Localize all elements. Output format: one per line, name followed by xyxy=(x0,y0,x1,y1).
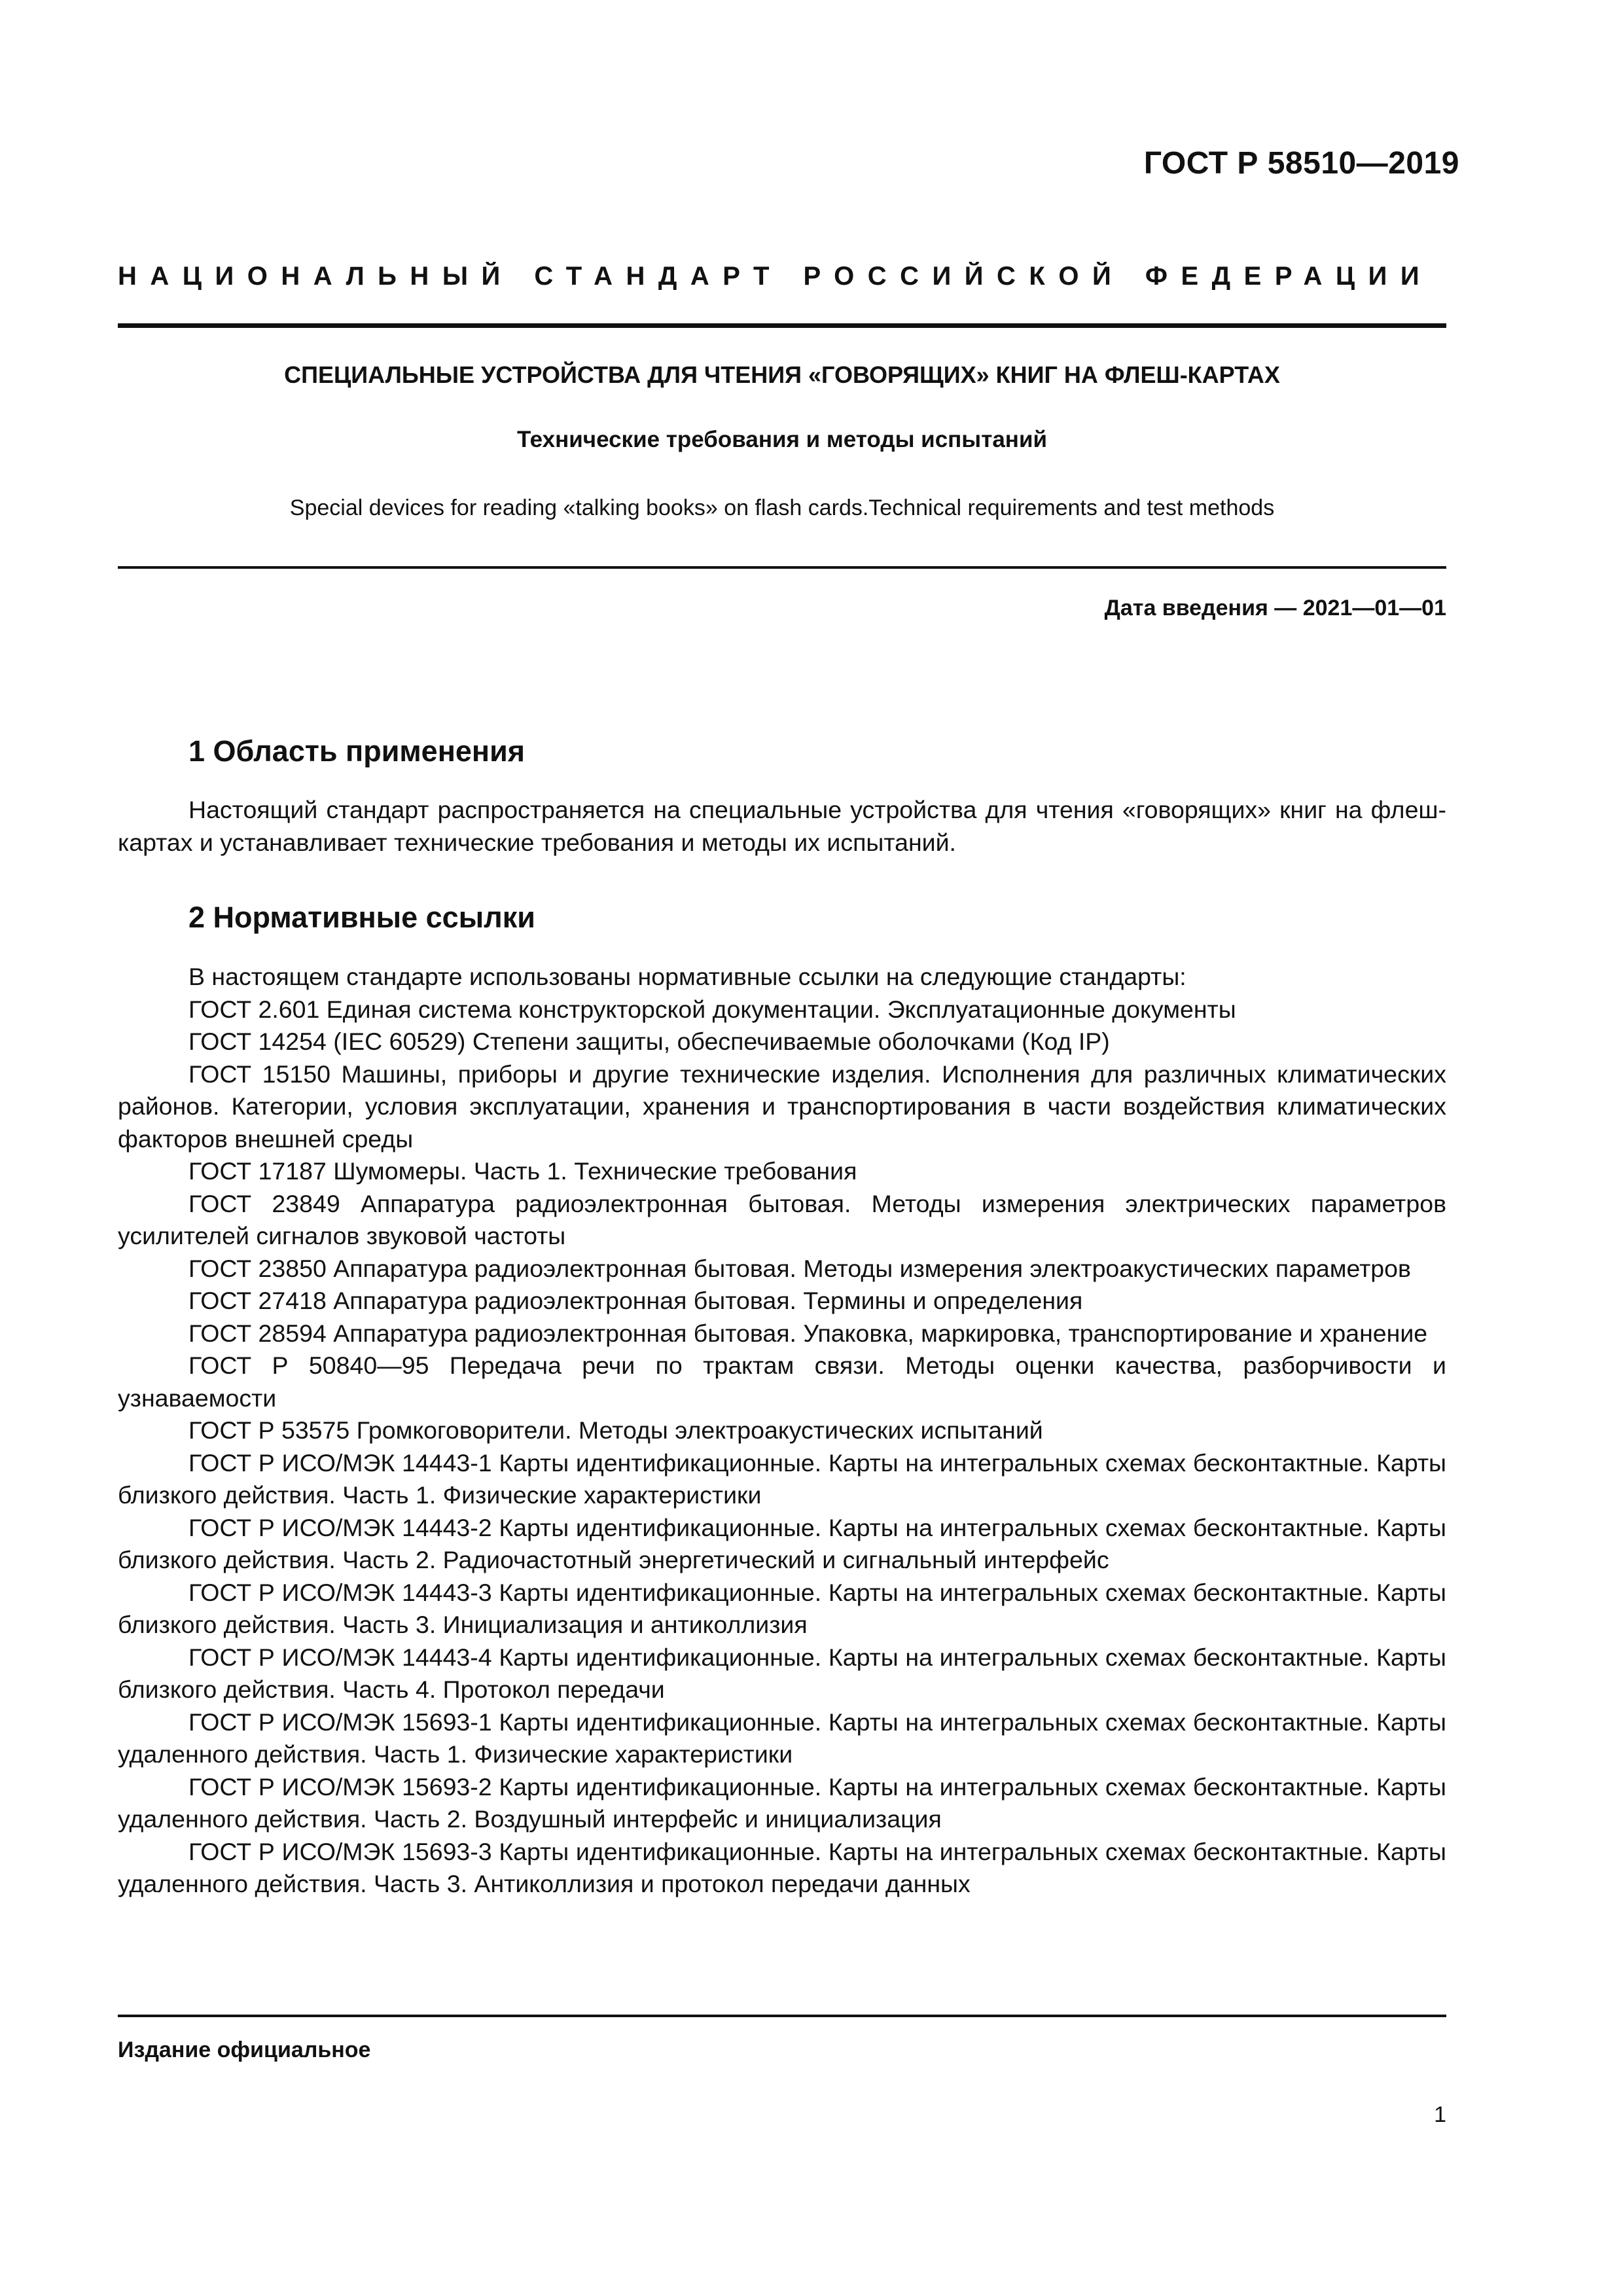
page-number: 1 xyxy=(1434,2102,1446,2127)
document-subtitle: Технические требования и методы испытаний xyxy=(517,427,1047,452)
title-rule xyxy=(118,566,1446,569)
reference-item: ГОСТ Р ИСО/МЭК 15693-1 Карты идентификационные. Карты на интегральных схемах бесконтактные. Карты удаленного действия. Часть 1. Физические характеристики xyxy=(118,1708,1446,1768)
header-rule xyxy=(118,323,1446,328)
section-heading-references: 2 Нормативные ссылки xyxy=(188,901,535,934)
reference-item: ГОСТ Р ИСО/МЭК 14443-4 Карты идентификационные. Карты на интегральных схемах бесконтактные. Карты близкого действия. Часть 4. Протокол передачи xyxy=(118,1643,1446,1703)
normative-references-list xyxy=(118,961,1446,1901)
section-scope-text: Настоящий стандарт распространяется на специальные устройства для чтения «говорящих» книг на флеш-картах и устанавливает технические требования и методы их испытаний. xyxy=(118,796,1446,856)
edition-label: Издание официальное xyxy=(118,2037,371,2062)
introduction-date: Дата введения — 2021—01—01 xyxy=(1104,596,1446,620)
reference-item: ГОСТ Р ИСО/МЭК 15693-2 Карты идентификационные. Карты на интегральных схемах бесконтактные. Карты удаленного действия. Часть 2. Воздушный интерфейс и инициализация xyxy=(118,1772,1446,1833)
reference-item: ГОСТ 14254 (IEC 60529) Степени защиты, обеспечиваемые оболочками (Код IP) xyxy=(188,1028,1110,1055)
reference-item: ГОСТ Р ИСО/МЭК 15693-3 Карты идентификационные. Карты на интегральных схемах бесконтактные. Карты удаленного действия. Часть 3. Антиколлизия и протокол передачи данных xyxy=(118,1837,1446,1897)
document-title-english: Special devices for reading «talking books» on flash cards.Technical requirements and test methods xyxy=(289,495,1275,520)
reference-item: ГОСТ Р ИСО/МЭК 14443-3 Карты идентификационные. Карты на интегральных схемах бесконтактные. Карты близкого действия. Часть 3. Инициализация и антиколлизия xyxy=(118,1578,1446,1638)
reference-item: ГОСТ Р ИСО/МЭК 14443-2 Карты идентификационные. Карты на интегральных схемах бесконтактные. Карты близкого действия. Часть 2. Радиочастотный энергетический и сигнальный интерфейс xyxy=(118,1513,1446,1573)
standard-code: ГОСТ Р 58510—2019 xyxy=(1143,146,1459,181)
national-standard-line: НАЦИОНАЛЬНЫЙ СТАНДАРТ РОССИЙСКОЙ ФЕДЕРАЦИИ xyxy=(118,262,1433,291)
reference-item: ГОСТ Р 50840—95 Передача речи по трактам связи. Методы оценки качества, разборчивости и узнаваемости xyxy=(118,1352,1446,1412)
reference-item: ГОСТ 17187 Шумомеры. Часть 1. Технические требования xyxy=(188,1157,857,1185)
section-heading-scope: 1 Область применения xyxy=(188,734,526,768)
reference-item: ГОСТ 23849 Аппаратура радиоэлектронная бытовая. Методы измерения электрических параметров усилителей сигналов звуковой частоты xyxy=(118,1189,1446,1249)
reference-item: ГОСТ 15150 Машины, приборы и другие технические изделия. Исполнения для различных климатических районов. Категории, условия эксплуатации, хранения и транспортирования в части воздействия климатических факторов внешней среды xyxy=(118,1060,1446,1153)
reference-item: ГОСТ Р 53575 Громкоговорители. Методы электроакустических испытаний xyxy=(188,1416,1043,1444)
reference-item: ГОСТ 27418 Аппаратура радиоэлектронная бытовая. Термины и определения xyxy=(188,1287,1083,1314)
reference-intro: В настоящем стандарте использованы нормативные ссылки на следующие стандарты: xyxy=(188,963,1186,990)
reference-item: ГОСТ 23850 Аппаратура радиоэлектронная бытовая. Методы измерения электроакустических параметров xyxy=(188,1254,1411,1282)
reference-item: ГОСТ Р ИСО/МЭК 14443-1 Карты идентификационные. Карты на интегральных схемах бесконтактные. Карты близкого действия. Часть 1. Физические характеристики xyxy=(118,1448,1446,1509)
reference-item: ГОСТ 2.601 Единая система конструкторской документации. Эксплуатационные документы xyxy=(188,995,1236,1023)
footer-rule xyxy=(118,2015,1446,2017)
document-title: СПЕЦИАЛЬНЫЕ УСТРОЙСТВА ДЛЯ ЧТЕНИЯ «ГОВОРЯЩИХ» КНИГ НА ФЛЕШ-КАРТАХ xyxy=(284,361,1280,388)
reference-item: ГОСТ 28594 Аппаратура радиоэлектронная бытовая. Упаковка, маркировка, транспортирование и хранение xyxy=(188,1319,1428,1347)
